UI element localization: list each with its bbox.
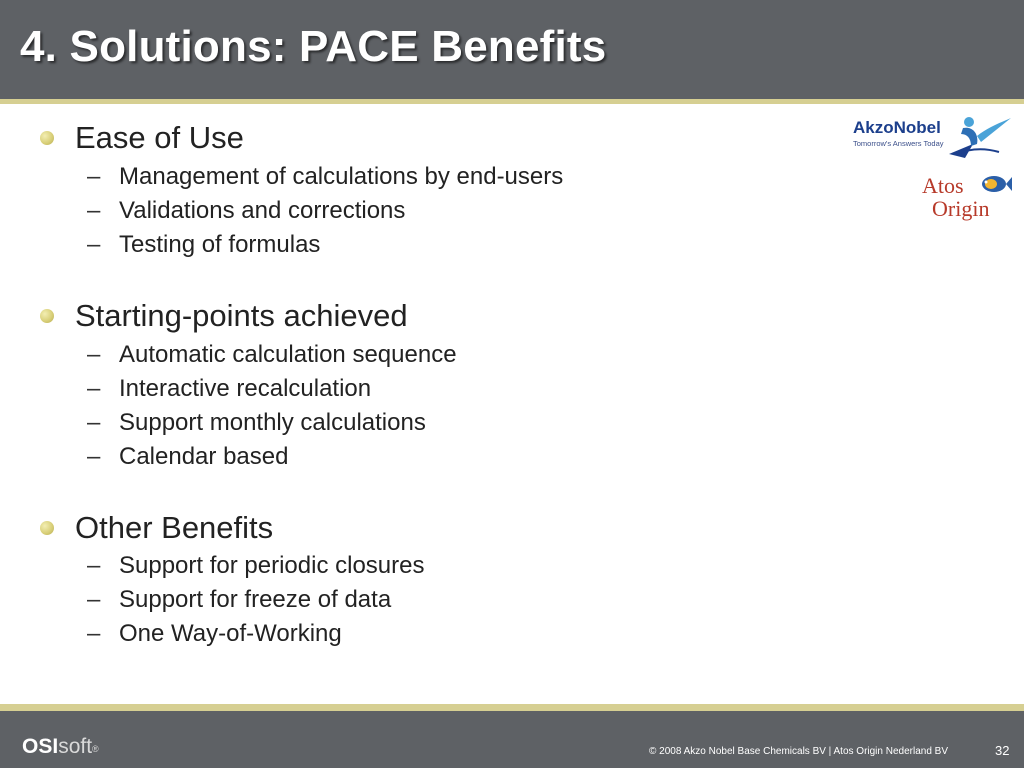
sub-bullet-text: Support monthly calculations [119,409,426,436]
slide-title: 4. Solutions: PACE Benefits [20,22,607,71]
atos-origin-logo [916,170,1016,226]
dash-marker: – [87,620,101,647]
bullet-text: Ease of Use [75,120,244,155]
sub-bullet-text: Testing of formulas [119,231,321,258]
sub-bullet-text: Management of calculations by end-users [119,163,564,190]
footer-rule [0,704,1024,711]
osisoft-logo [22,735,99,759]
page-number: 32 [995,743,1010,758]
title-underline [0,99,1024,104]
dash-marker: – [87,409,101,436]
osisoft-logo-light: soft [58,735,93,758]
bullet-dot-icon [40,521,54,535]
sub-bullet-text: Support for periodic closures [119,552,425,579]
copyright-text: © 2008 Akzo Nobel Base Chemicals BV | Atos Origin Nederland BV [649,746,949,757]
akzonobel-logo [851,114,1015,160]
dash-marker: – [87,586,101,613]
dash-marker: – [87,197,101,224]
sub-bullet-text: Interactive recalculation [119,375,372,402]
sub-bullet-text: One Way-of-Working [119,620,342,647]
sub-bullet-text: Support for freeze of data [119,586,392,613]
dash-marker: – [87,443,101,470]
akzonobel-wordmark: AkzoNobel [853,118,941,137]
registered-mark: ® [92,744,99,754]
footer-bar [0,711,1024,768]
akzonobel-tagline: Tomorrow's Answers Today [853,139,944,148]
sub-bullet-text: Validations and corrections [119,197,406,224]
dash-marker: – [87,163,101,190]
bullet-dot-icon [40,131,54,145]
atos-wordmark: Atos [922,173,964,198]
akzonobel-figure-icon [943,114,1015,160]
title-bar [0,0,1024,99]
origin-wordmark: Origin [932,196,990,221]
sub-bullet-text: Calendar based [119,443,289,470]
fish-icon [980,172,1012,196]
bullet-text: Other Benefits [75,510,274,545]
sub-bullet-text: Automatic calculation sequence [119,341,457,368]
dash-marker: – [87,341,101,368]
dash-marker: – [87,231,101,258]
dash-marker: – [87,552,101,579]
dash-marker: – [87,375,101,402]
bullet-text: Starting-points achieved [75,298,408,333]
osisoft-logo-bold: OSI [22,735,59,758]
bullet-dot-icon [40,309,54,323]
